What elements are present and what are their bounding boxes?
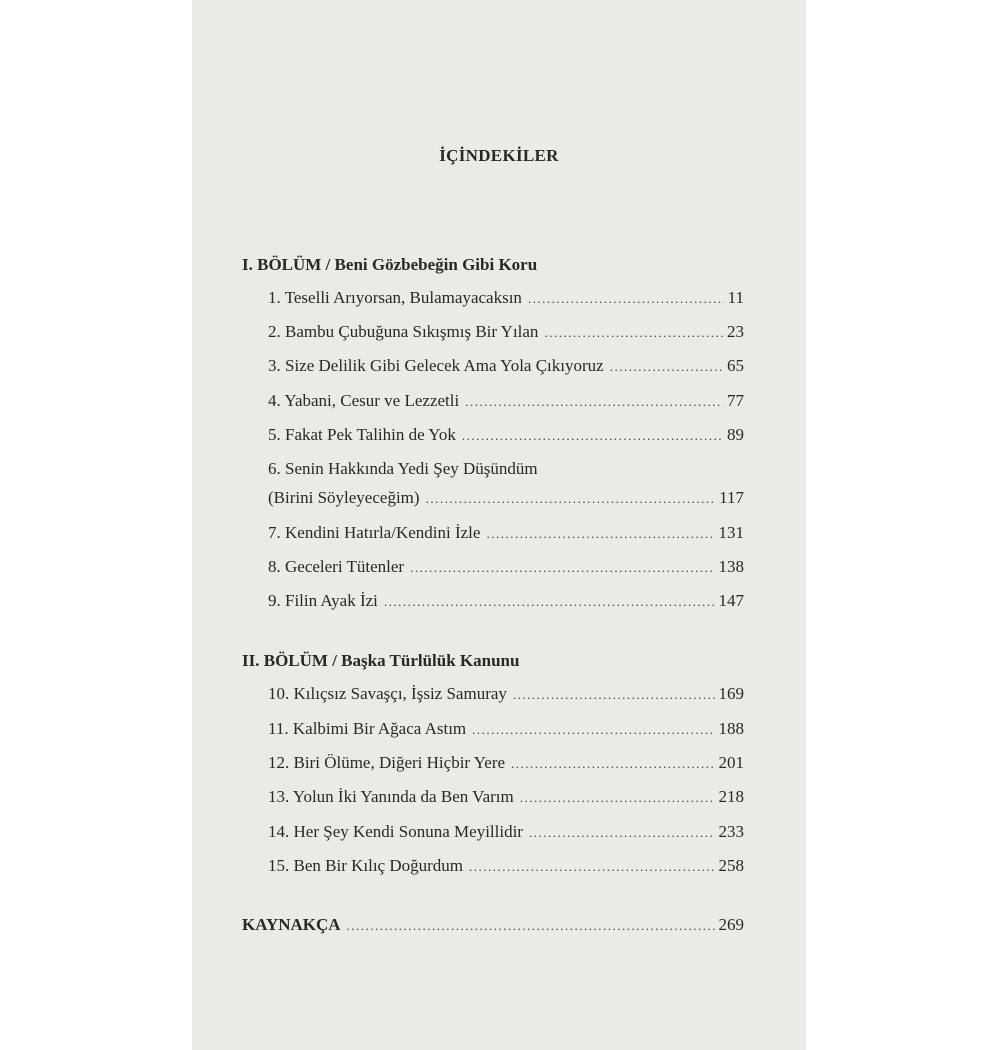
toc-entry-title: 3. Size Delilik Gibi Gelecek Ama Yola Çıkıyoruz	[268, 356, 604, 375]
toc-entry-8	[268, 557, 744, 579]
toc-entry-10	[268, 684, 744, 706]
toc-entry-title: 13. Yolun İki Yanında da Ben Varım	[268, 787, 514, 806]
toc-entry-title: 5. Fakat Pek Talihin de Yok	[268, 425, 456, 444]
toc-entry-page: 201	[718, 753, 744, 772]
toc-entry-2	[268, 322, 744, 344]
toc-entry-6	[268, 488, 744, 510]
dot-leader	[544, 325, 723, 341]
toc-entry-page: 77	[727, 391, 744, 410]
toc-entry-title: 15. Ben Bir Kılıç Doğurdum	[268, 856, 464, 875]
dot-leader	[520, 790, 715, 806]
toc-entry-4	[268, 391, 744, 413]
toc-entry-title: 11. Kalbimi Bir Ağaca Astım	[268, 719, 467, 738]
dot-leader	[465, 394, 723, 410]
toc-entry-page: 131	[718, 523, 744, 542]
dot-leader	[410, 560, 714, 576]
toc-entry-1	[268, 288, 744, 310]
book-page	[192, 0, 806, 1050]
toc-entry-page: 218	[718, 787, 744, 806]
toc-entry-12	[268, 753, 744, 775]
dot-leader	[513, 687, 715, 703]
toc-entry-14	[268, 822, 744, 844]
toc-entry-bibliography	[242, 915, 744, 937]
toc-entry-title: 7. Kendini Hatırla/Kendini İzle	[268, 523, 481, 542]
toc-entry-title: 10. Kılıçsız Savaşçı, İşsiz Samuray	[268, 684, 507, 703]
toc-entry-title: 2. Bambu Çubuğuna Sıkışmış Bir Yılan	[268, 322, 539, 341]
toc-entry-13	[268, 787, 744, 809]
toc-entry-page: 65	[727, 356, 744, 375]
dot-leader	[528, 291, 724, 307]
dot-leader	[426, 491, 716, 507]
toc-entry-page: 269	[718, 915, 744, 934]
toc-entry-7	[268, 523, 744, 545]
dot-leader	[610, 359, 723, 375]
toc-entry-page: 188	[718, 719, 744, 738]
toc-entry-15	[268, 856, 744, 878]
toc-entry-3	[268, 356, 744, 378]
toc-entry-page: 89	[727, 425, 744, 444]
toc-entry-page: 258	[718, 856, 744, 875]
toc-entry-page: 11	[727, 288, 744, 307]
dot-leader	[347, 918, 715, 934]
toc-entry-5	[268, 425, 744, 447]
toc-entry-title: 8. Geceleri Tütenler	[268, 557, 405, 576]
toc-entry-title: KAYNAKÇA	[242, 915, 341, 934]
dot-leader	[384, 594, 715, 610]
toc-entry-title: 12. Biri Ölüme, Diğeri Hiçbir Yere	[268, 753, 506, 772]
dot-leader	[472, 722, 714, 738]
dot-leader	[469, 859, 714, 875]
dot-leader	[462, 428, 723, 444]
toc-entry-page: 138	[718, 557, 744, 576]
toc-entry-9	[268, 591, 744, 613]
toc-entry-page: 117	[719, 488, 744, 507]
toc-entry-11	[268, 719, 744, 741]
toc-entry-title: 4. Yabani, Cesur ve Lezzetli	[268, 391, 460, 410]
part-1-heading: I. BÖLÜM / Beni Gözbebeğin Gibi Koru	[242, 255, 538, 274]
dot-leader	[529, 825, 715, 841]
toc-entry-page: 169	[718, 684, 744, 703]
dot-leader	[511, 756, 714, 772]
toc-entry-page: 147	[718, 591, 744, 610]
dot-leader	[486, 526, 714, 542]
toc-entry-page: 23	[727, 322, 744, 341]
part-2-heading: II. BÖLÜM / Başka Türlülük Kanunu	[242, 651, 520, 670]
toc-entry-title: 1. Teselli Arıyorsan, Bulamayacaksın	[268, 288, 522, 307]
toc-entry-6-line-1: 6. Senin Hakkında Yedi Şey Düşündüm	[268, 459, 538, 478]
toc-entry-title: 14. Her Şey Kendi Sonuna Meyillidir	[268, 822, 523, 841]
toc-entry-title: (Birini Söyleyeceğim)	[268, 488, 420, 507]
page-title: İÇİNDEKİLER	[439, 146, 559, 165]
toc-entry-title: 9. Filin Ayak İzi	[268, 591, 378, 610]
toc-entry-page: 233	[718, 822, 744, 841]
